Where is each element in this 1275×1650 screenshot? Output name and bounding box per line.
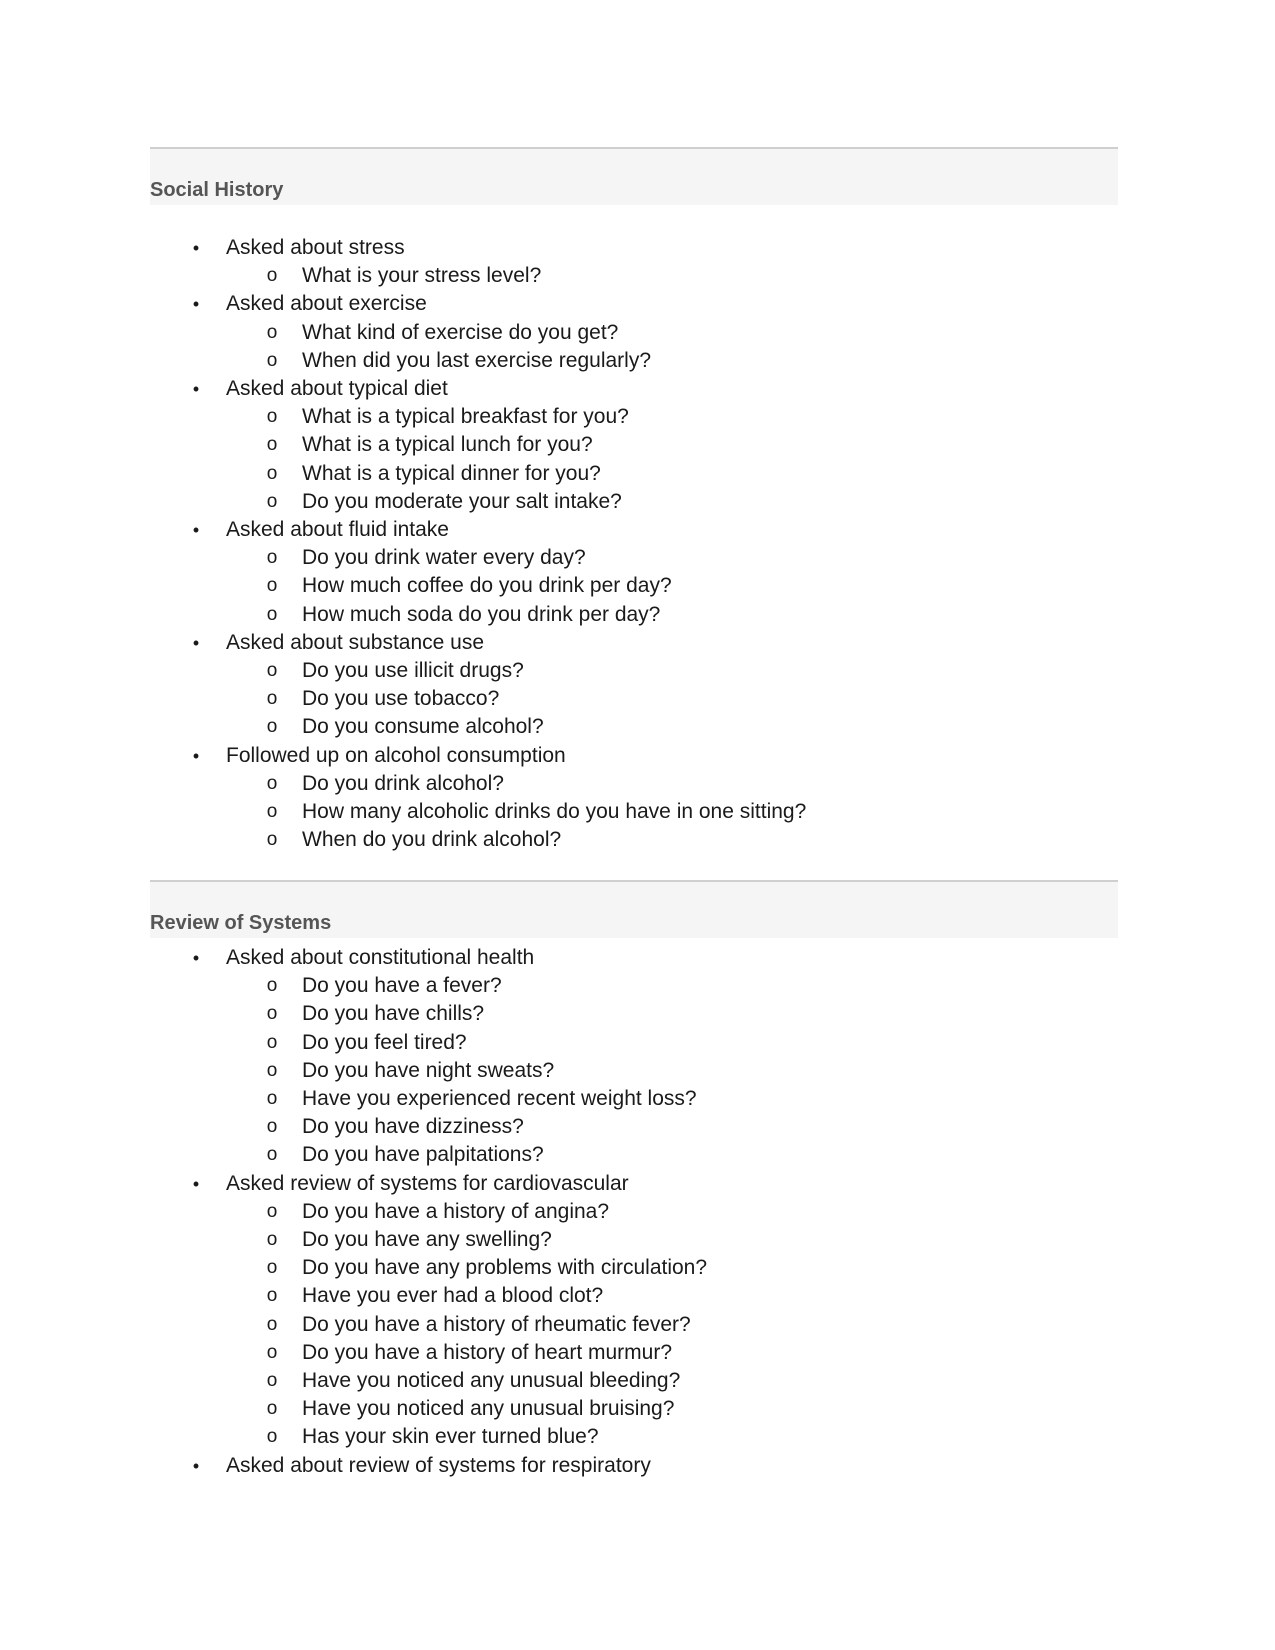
sub-bullet-marker: o [266, 434, 278, 456]
sub-bullet-marker: o [266, 1341, 278, 1363]
sub-bullet-marker: o [266, 660, 278, 681]
sub-bullet-marker: o [266, 462, 278, 484]
bullet-marker: • [192, 745, 200, 766]
bullet-marker: • [192, 632, 200, 653]
sub-list-item-label: Have you noticed any unusual bruising? [302, 1397, 675, 1421]
sub-list-item-label: Do you have palpitations? [302, 1143, 544, 1167]
list-item-label: Asked about fluid intake [226, 518, 449, 541]
sub-list-item-label: What kind of exercise do you get? [302, 320, 619, 344]
sub-list-item-label: Have you experienced recent weight loss? [302, 1087, 697, 1110]
sub-bullet-marker: o [266, 1059, 278, 1081]
social-history-header [150, 147, 1118, 205]
sub-list-item-label: Do you have chills? [302, 1002, 485, 1026]
sub-list-item-label: Do you use illicit drugs? [302, 659, 524, 682]
sub-list-item-label: Do you have night sweats? [302, 1058, 555, 1082]
bullet-marker: • [192, 238, 200, 258]
sub-list-item-label: Have you noticed any unusual bleeding? [302, 1369, 681, 1392]
sub-list-item-label: What is your stress level? [302, 264, 542, 288]
sub-bullet-marker: o [266, 1426, 278, 1448]
section-title-social-history: Social History [150, 179, 284, 201]
bullet-marker: • [192, 520, 200, 540]
sub-list-item-label: Do you feel tired? [302, 1030, 467, 1054]
sub-list-item-label: What is a typical dinner for you? [302, 461, 601, 485]
sub-list-item-label: Do you have a history of rheumatic fever? [302, 1312, 691, 1336]
list-item-label: Asked about exercise [226, 292, 427, 316]
sub-bullet-marker: o [266, 1229, 278, 1250]
sub-bullet-marker: o [266, 1144, 278, 1166]
list-item-label: Asked review of systems for cardiovascular [226, 1171, 629, 1195]
sub-bullet-marker: o [266, 547, 278, 569]
sub-bullet-marker: o [266, 349, 278, 371]
sub-list-item-label: When do you drink alcohol? [302, 828, 562, 852]
sub-bullet-marker: o [266, 1200, 278, 1222]
bullet-marker: • [192, 379, 200, 399]
bullet-marker: • [192, 948, 200, 968]
sub-list-item-label: How much coffee do you drink per day? [302, 574, 672, 598]
sub-list-item-label: Do you have dizziness? [302, 1115, 524, 1139]
list-item-label: Asked about review of systems for respiratory [226, 1453, 651, 1477]
sub-bullet-marker: o [266, 772, 278, 794]
sub-bullet-marker: o [266, 1116, 278, 1138]
sub-list-item-label: How many alcoholic drinks do you have in one sitting? [302, 800, 807, 823]
list-item-label: Asked about constitutional health [226, 946, 535, 969]
sub-bullet-marker: o [266, 1088, 278, 1109]
sub-list-item-label: Do you use tobacco? [302, 687, 500, 711]
sub-bullet-marker: o [266, 1003, 278, 1025]
sub-list-item-label: Do you have any problems with circulation? [302, 1256, 708, 1280]
list-item-label: Asked about substance use [226, 630, 485, 654]
list-item-label: Asked about stress [226, 236, 405, 259]
sub-list-item-label: Do you drink alcohol? [302, 771, 504, 795]
sub-bullet-marker: o [266, 1257, 278, 1279]
sub-bullet-marker: o [266, 575, 278, 597]
sub-bullet-marker: o [266, 1285, 278, 1307]
sub-list-item-label: How much soda do you drink per day? [302, 602, 661, 626]
sub-bullet-marker: o [266, 1398, 278, 1420]
list-item-label: Followed up on alcohol consumption [226, 743, 566, 767]
sub-list-item-label: Do you consume alcohol? [302, 715, 544, 739]
sub-bullet-marker: o [266, 829, 278, 851]
sub-bullet-marker: o [266, 1313, 278, 1335]
sub-bullet-marker: o [266, 801, 278, 822]
bullet-marker: • [192, 1455, 200, 1476]
sub-list-item-label: Have you ever had a blood clot? [302, 1284, 604, 1308]
sub-bullet-marker: o [266, 975, 278, 997]
sub-bullet-marker: o [266, 490, 278, 512]
sub-list-item-label: Do you have a history of angina? [302, 1199, 610, 1223]
sub-bullet-marker: o [266, 688, 278, 710]
sub-list-item-label: What is a typical breakfast for you? [302, 405, 629, 429]
sub-bullet-marker: o [266, 716, 278, 738]
sub-bullet-marker: o [266, 406, 278, 428]
sub-list-item-label: Do you drink water every day? [302, 546, 586, 570]
sub-bullet-marker: o [266, 1031, 278, 1053]
sub-list-item-label: Do you moderate your salt intake? [302, 489, 622, 513]
review-of-systems-header [150, 880, 1118, 938]
sub-list-item-label: What is a typical lunch for you? [302, 433, 593, 457]
bullet-marker: • [192, 1173, 200, 1194]
sub-bullet-marker: o [266, 1370, 278, 1391]
sub-list-item-label: Do you have a history of heart murmur? [302, 1340, 673, 1364]
sub-bullet-marker: o [266, 265, 278, 287]
sub-bullet-marker: o [266, 603, 278, 625]
sub-list-item-label: When did you last exercise regularly? [302, 348, 652, 372]
list-item-label: Asked about typical diet [226, 377, 448, 400]
sub-list-item-label: Do you have any swelling? [302, 1228, 552, 1251]
section-title-review-of-systems: Review of Systems [150, 912, 332, 934]
sub-list-item-label: Has your skin ever turned blue? [302, 1425, 599, 1449]
sub-bullet-marker: o [266, 321, 278, 343]
bullet-marker: • [192, 294, 200, 315]
sub-list-item-label: Do you have a fever? [302, 974, 502, 998]
